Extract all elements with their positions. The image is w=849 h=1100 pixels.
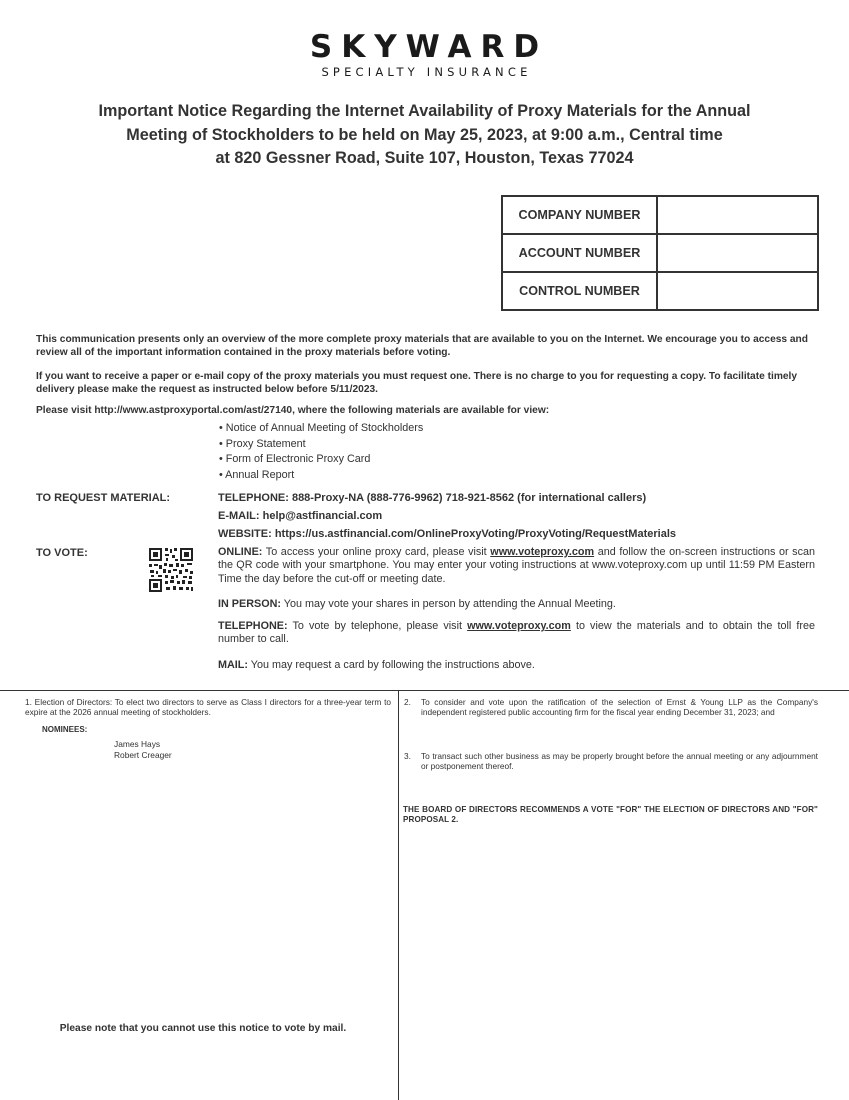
mail-notice: Please note that you cannot use this notice to vote by mail. xyxy=(59,1023,347,1034)
proposal-3-number: 3. xyxy=(404,751,411,761)
heading-line-3: at 820 Gessner Road, Suite 107, Houston, Texas 77024 xyxy=(215,149,634,167)
proposal-1-text: 1. Election of Directors: To elect two directors to serve as Class I directors for a three-year term to expire at the 2026 annual meeting of stockholders. xyxy=(25,697,391,717)
materials-list xyxy=(219,421,423,483)
vote-mail-paragraph xyxy=(218,659,815,672)
voteproxy-link[interactable]: www.voteproxy.com xyxy=(467,620,571,632)
control-number-label: CONTROL NUMBER xyxy=(502,272,657,310)
voteproxy-link[interactable]: www.voteproxy.com xyxy=(490,546,595,558)
vote-online-text-start: To access your online proxy card, please visit xyxy=(262,546,491,558)
account-number-label: ACCOUNT NUMBER xyxy=(502,234,657,272)
proposal-3-text: To transact such other business as may be properly brought before the annual meeting or any adjournment or postponement thereof. xyxy=(421,751,818,771)
logo-name: SKYWARD xyxy=(309,29,549,65)
vote-mail-text: You may request a card by following the instructions above. xyxy=(247,659,535,671)
list-item: • Proxy Statement xyxy=(219,437,306,450)
intro-paragraph-visit: Please visit http://www.astproxyportal.com/ast/27140, where the following materials are available for view: xyxy=(36,405,550,416)
shareholder-numbers-table xyxy=(501,195,819,311)
list-item: • Notice of Annual Meeting of Stockholders xyxy=(219,422,424,434)
board-recommendation: THE BOARD OF DIRECTORS RECOMMENDS A VOTE "FOR" THE ELECTION OF DIRECTORS AND "FOR" PROPOSAL 2. xyxy=(403,805,818,824)
vote-online-paragraph xyxy=(218,546,815,586)
vote-in-person-text: You may vote your shares in person by attending the Annual Meeting. xyxy=(281,598,616,610)
company-number-value xyxy=(657,196,818,234)
heading-line-2: Meeting of Stockholders to be held on May 25, 2023, at 9:00 a.m., Central time xyxy=(126,125,723,144)
heading-line-1: Important Notice Regarding the Internet Availability of Proxy Materials for the Annual xyxy=(98,102,751,120)
vote-telephone-text-start: To vote by telephone, please visit xyxy=(287,620,468,632)
section-divider xyxy=(0,690,849,691)
request-telephone: TELEPHONE: 888-Proxy-NA (888-776-9962) 718-921-8562 (for international callers) xyxy=(218,492,647,504)
list-item: • Form of Electronic Proxy Card xyxy=(219,453,371,465)
vote-telephone-paragraph xyxy=(218,620,815,647)
control-number-row xyxy=(502,272,818,310)
vote-online-text-end: and follow the on-screen instructions or scan the QR code with your smartphone. You may enter your voting instructions at www.voteproxy.com up until 11:59 PM Eastern Time the day before the cut-off or meeting date. xyxy=(218,546,815,585)
request-website[interactable]: WEBSITE: https://us.astfinancial.com/OnlineProxyVoting/ProxyVoting/RequestMaterials xyxy=(218,528,676,540)
qr-code-icon xyxy=(148,547,194,593)
control-number-value xyxy=(657,272,818,310)
request-email[interactable]: E-MAIL: help@astfinancial.com xyxy=(218,510,383,522)
intro-paragraph-request: If you want to receive a paper or e-mail copy of the proxy materials you must request one. There is no charge to you for requesting a copy. To facilitate timely delivery please make the request as instructed below before 5/11/2023. xyxy=(36,371,798,395)
nominee-name: James Hays xyxy=(114,739,161,749)
nominee-name: Robert Creager xyxy=(114,750,172,760)
request-material-label: TO REQUEST MATERIAL: xyxy=(36,492,171,504)
logo-tagline: SPECIALTY INSURANCE xyxy=(321,65,532,79)
nominees-label: NOMINEES: xyxy=(42,725,88,734)
notice-heading xyxy=(60,100,789,171)
to-vote-label: TO VOTE: xyxy=(36,547,88,559)
company-logo xyxy=(0,30,849,80)
vote-mail-label: MAIL: xyxy=(218,659,248,671)
vote-telephone-text-end: to view the materials and to obtain the toll free number to call. xyxy=(218,620,816,646)
vote-in-person-label: IN PERSON: xyxy=(218,598,281,610)
company-number-row xyxy=(502,196,818,234)
company-number-label: COMPANY NUMBER xyxy=(502,196,657,234)
proposal-2-number: 2. xyxy=(404,697,411,707)
vote-online-label: ONLINE: xyxy=(218,546,263,558)
vote-telephone-label: TELEPHONE: xyxy=(218,620,288,632)
column-divider xyxy=(398,691,399,1100)
list-item: • Annual Report xyxy=(219,468,295,481)
intro-paragraph-overview: This communication presents only an overview of the more complete proxy materials that are available to you on the Internet. We encourage you to access and review all of the important information contained in the proxy materials before voting. xyxy=(36,334,809,358)
proposal-2-text: To consider and vote upon the ratification of the selection of Ernst & Young LLP as the Company's independent registered public accounting firm for the fiscal year ending December 31, 2023; and xyxy=(421,697,818,717)
account-number-value xyxy=(657,234,818,272)
account-number-row xyxy=(502,234,818,272)
vote-in-person-paragraph xyxy=(218,598,815,611)
